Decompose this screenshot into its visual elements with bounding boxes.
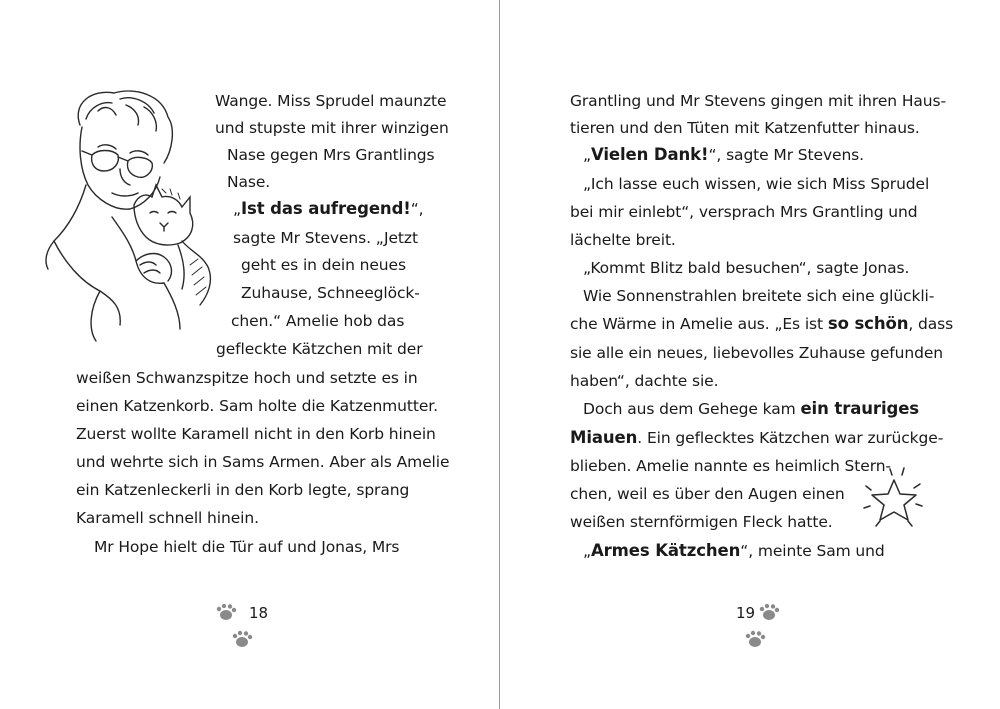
text-line: blieben. Amelie nannte es heimlich Stern- [570,457,891,475]
text-line: haben“, dachte sie. [570,372,719,390]
line-rest: . Ein geflecktes Kätzchen war zurückge- [637,429,944,447]
text-line: einen Katzenkorb. Sam holte die Katzenmutter. [76,397,438,415]
text-line: chen, weil es über den Augen einen [570,485,845,503]
quote-open: „ [583,542,591,560]
line-rest: , dass [908,315,954,333]
text-line [570,314,953,334]
quote-open: „ [583,146,591,164]
emphasis-text: Armes Kätzchen [590,541,741,560]
text-line: Zuerst wollte Karamell nicht in den Korb hinein [76,425,436,443]
star-doodle-icon [858,466,928,532]
text-line: Karamell schnell hinein. [76,509,259,527]
text-line: weißen Schwanzspitze hoch und setzte es in [76,369,418,387]
text-line [583,399,919,419]
text-line: Nase. [227,173,271,191]
text-line [233,199,423,219]
text-line: Mr Hope hielt die Tür auf und Jonas, Mrs [94,538,400,556]
text-line: gefleckte Kätzchen mit der [216,340,423,358]
text-line: weißen sternförmigen Fleck hatte. [570,513,833,531]
text-line: und stupste mit ihrer winzigen [215,119,449,137]
text-line [583,541,885,561]
text-line: sagte Mr Stevens. „Jetzt [233,229,418,247]
text-line: sie alle ein neues, liebevolles Zuhause gefunden [570,344,943,362]
quote-open: „ [233,200,241,218]
text-line: Wie Sonnenstrahlen breitete sich eine glückli- [583,287,935,305]
text-line [570,428,943,448]
emphasis-text: so schön [827,314,909,333]
text-line: „Kommt Blitz bald besuchen“, sagte Jonas. [583,259,910,277]
page-number: 18 [249,604,269,622]
text-line: ein Katzenleckerli in den Korb legte, sprang [76,481,410,499]
quote-close: “, [410,200,424,218]
text-line: und wehrte sich in Sams Armen. Aber als Amelie [76,453,450,471]
text-line: tieren und den Tüten mit Katzenfutter hinaus. [570,119,920,137]
text-line: geht es in dein neues [241,256,406,274]
emphasis-text: Miauen [570,428,638,447]
text-line: Grantling und Mr Stevens gingen mit ihren Haus- [570,92,946,110]
text-line: „Ich lasse euch wissen, wie sich Miss Sprudel [583,175,930,193]
line-start: Doch aus dem Gehege kam [583,400,801,418]
text-line: Wange. Miss Sprudel maunzte [215,92,447,110]
text-line: Zuhause, Schneeglöck- [241,284,420,302]
line-start: che Wärme in Amelie aus. „Es ist [570,315,828,333]
text-line: Nase gegen Mrs Grantlings [227,146,435,164]
text-line: chen.“ Amelie hob das [231,312,405,330]
line-rest: “, meinte Sam und [740,542,885,560]
line-rest: “, sagte Mr Stevens. [708,146,864,164]
emphasis-text: Ist das aufregend! [240,199,411,218]
man-holding-kitten-illustration [40,85,220,347]
emphasis-text: Vielen Dank! [590,145,709,164]
page-number: 19 [736,604,756,622]
right-page [500,0,1000,709]
text-line: lächelte breit. [570,231,676,249]
paw-prints-icon [741,604,781,654]
text-line: bei mir einlebt“, versprach Mrs Grantling und [570,203,918,221]
emphasis-text: ein trauriges [800,399,920,418]
text-line [583,145,864,165]
